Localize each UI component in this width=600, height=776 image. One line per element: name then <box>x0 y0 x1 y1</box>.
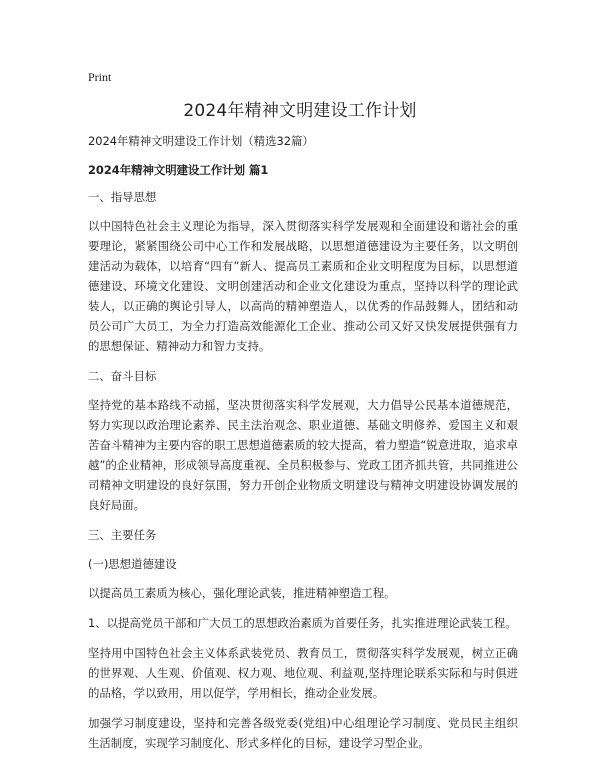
paragraph-guiding-ideology: 以中国特色社会主义理论为指导，深入贯彻落实科学发展观和全面建设和谐社会的重要理论，紧紧围绕公司中心工作和发展战略，以思想道德建设为主要任务，以文明创建活动为载体，以培育“四有”新人、提高员工素质和企业文明程度为目标，以思想道德建设、环境文化建设、文明创建活动和企业文化建设为重点，坚持以科学的理论武装人，以正确的舆论引导人，以高尚的精神塑造人，以优秀的作品鼓舞人，团结和动员公司广大员工，为全力打造高效能源化工企业、推动公司又好又快发展提供强有力的思想保证、精神动力和智力支持。 <box>88 219 518 353</box>
document-subtitle: 2024年精神文明建设工作计划（精选32篇） <box>88 134 314 148</box>
page-title: 2024年精神文明建设工作计划 <box>183 101 417 121</box>
heading-goals: 二、奋斗目标 <box>88 369 157 383</box>
paragraph-task-1: 1、以提高党员干部和广大员工的思想政治素质为首要任务，扎实推进理论武装工程。 <box>88 616 517 630</box>
paragraph-core-quality: 以提高员工素质为核心，强化理论武装，推进精神塑造工程。 <box>88 586 396 600</box>
heading-moral-construction: (一)思想道德建设 <box>88 557 177 571</box>
heading-guiding-ideology: 一、指导思想 <box>88 190 157 204</box>
paragraph-goals: 坚持党的基本路线不动摇，坚决贯彻落实科学发展观，大力倡导公民基本道德规范，努力实现以政治理论素养、民主法治观念、职业道德、基础文明修养、爱国主义和艰苦奋斗精神为主要内容的职工思想道德素质的较大提高，着力塑造“锐意进取，追求卓越”的企业精神，形成领导高度重视、全员积极参与、党政工团齐抓共管，共同推进公司精神文明建设的良好氛围，努力开创企业物质文明建设与精神文明建设协调发展的良好局面。 <box>88 398 518 512</box>
print-link[interactable]: Print <box>88 70 112 84</box>
paragraph-theory-arming: 坚持用中国特色社会主义体系武装党员、教育员工，贯彻落实科学发展观，树立正确的世界观、人生观、价值观、权力观、地位观、利益观,坚持理论联系实际和与时俱进的品格，学以致用，用以促学，学用相长，推动企业发展。 <box>88 646 518 700</box>
heading-main-tasks: 三、主要任务 <box>88 528 157 542</box>
document-body <box>88 131 518 763</box>
paragraph-study-system: 加强学习制度建设，坚持和完善各级党委(党组)中心组理论学习制度、党员民主组织生活制度，实现学习制度化、形式多样化的目标，建设学习型企业。 <box>88 716 518 750</box>
section-title: 2024年精神文明建设工作计划 篇1 <box>88 163 269 177</box>
